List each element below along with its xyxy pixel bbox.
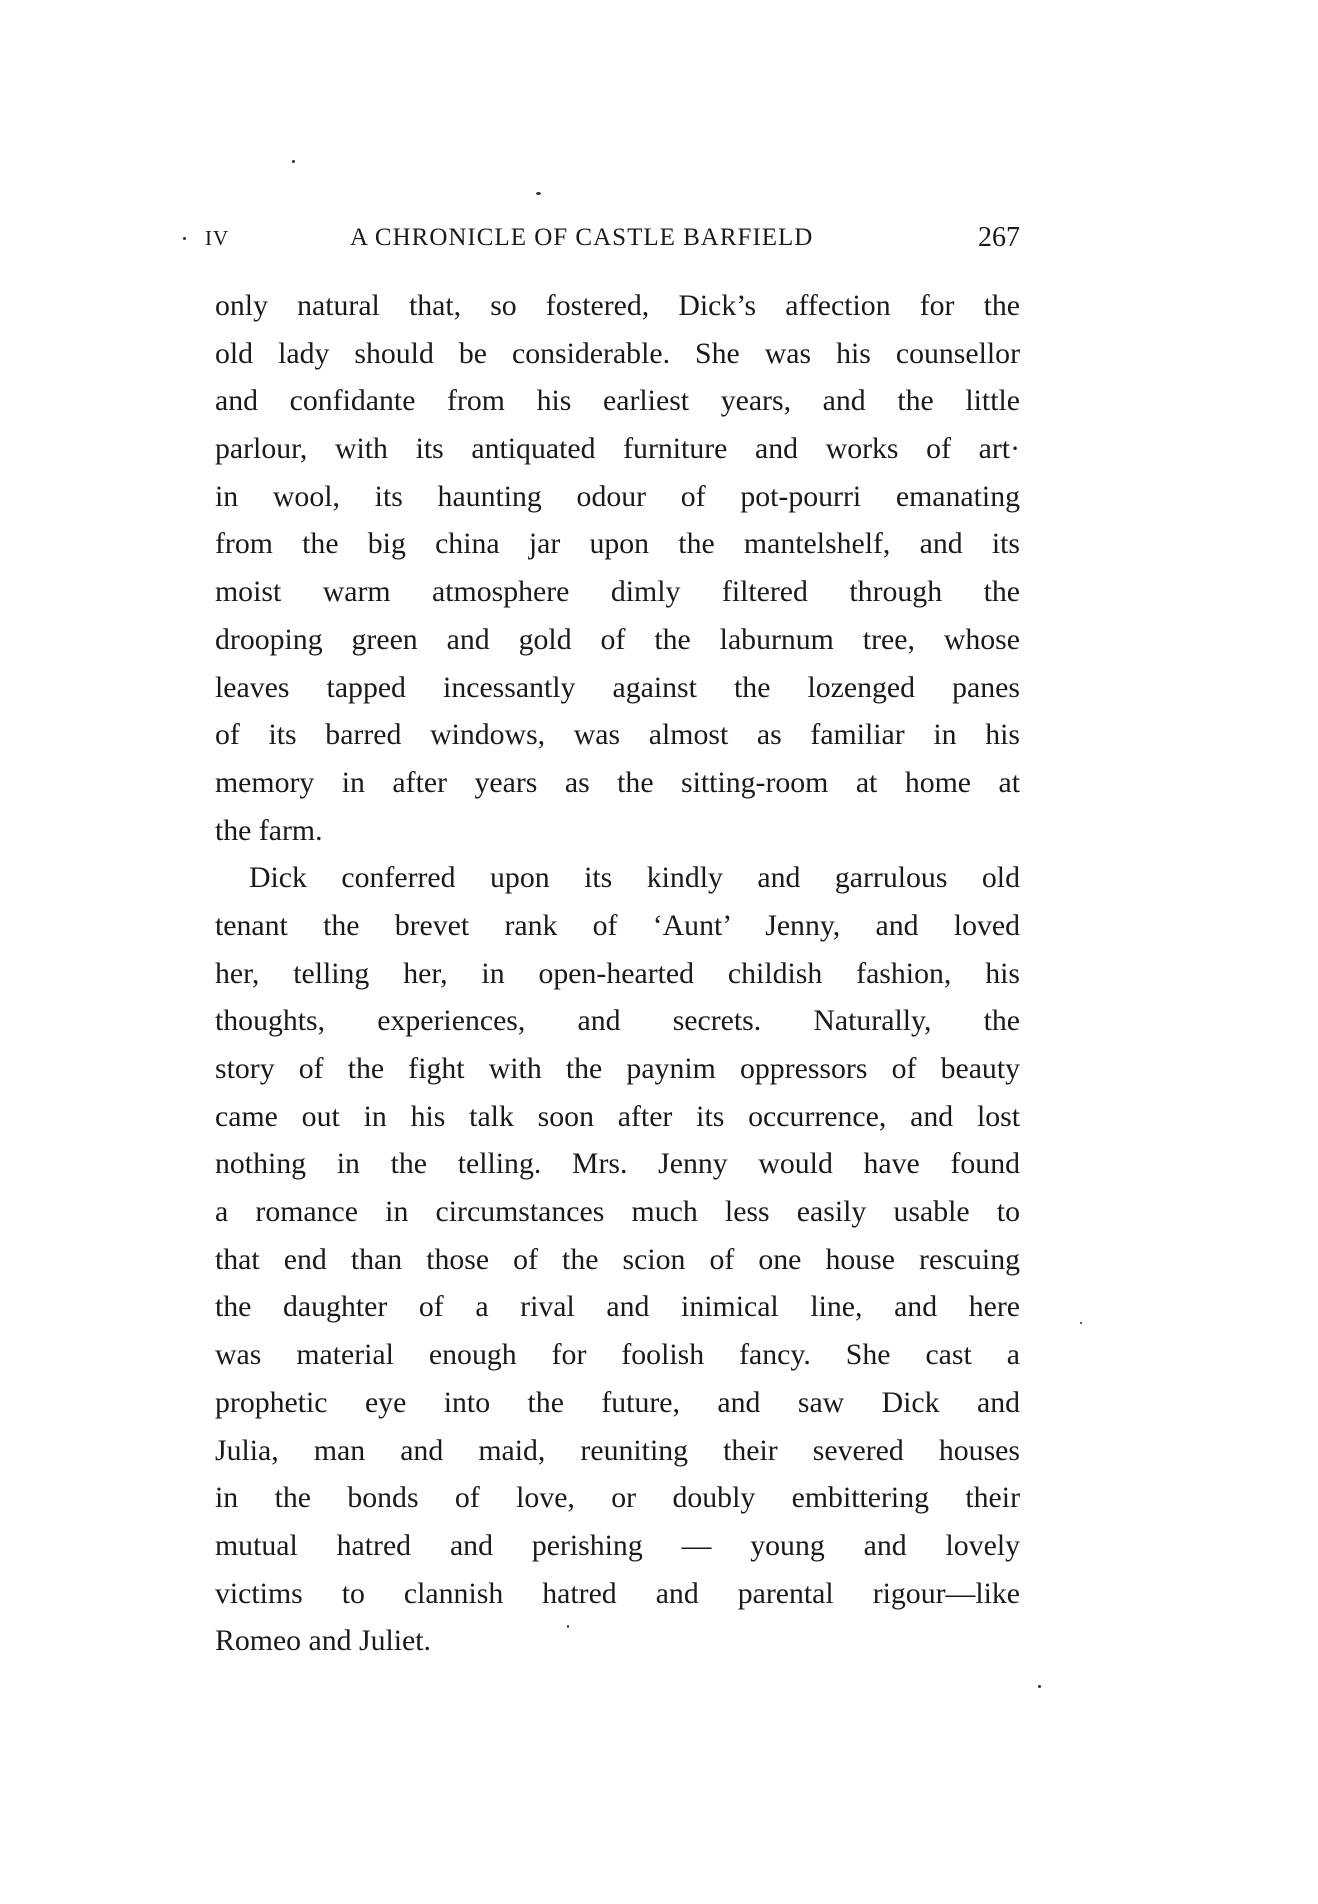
text-line: only natural that, so fostered, Dick’s affection for the: [215, 289, 1020, 322]
scan-speck: [1038, 1685, 1041, 1688]
text-line: in wool, its haunting odour of pot-pourri emanating: [215, 479, 1020, 513]
text-line: her, telling her, in open-hearted childish fashion, his: [215, 956, 1020, 990]
paragraph-1: [215, 282, 1020, 854]
chapter-number: IV: [205, 226, 230, 250]
text-line: a romance in circumstances much less easily usable to: [215, 1195, 1020, 1229]
text-line: mutual hatred and perishing — young and lovely: [215, 1528, 1020, 1562]
text-line: story of the fight with the paynim oppressors of beauty: [215, 1052, 1020, 1085]
text-line: was material enough for foolish fancy. She cast a: [215, 1338, 1020, 1372]
text-line: parlour, with its antiquated furniture and works of art·: [215, 432, 1020, 466]
text-line: Romeo and Juliet.: [215, 1624, 431, 1658]
text-line: Dick conferred upon its kindly and garrulous old: [249, 861, 1020, 895]
text-line: nothing in the telling. Mrs. Jenny would have found: [215, 1147, 1020, 1181]
text-line: tenant the brevet rank of ‘Aunt’ Jenny, and loved: [215, 908, 1020, 942]
text-line: the daughter of a rival and inimical line, and here: [215, 1290, 1020, 1324]
paragraph-2: [215, 854, 1020, 1665]
text-line: from the big china jar upon the mantelshelf, and its: [215, 527, 1020, 561]
text-line: in the bonds of love, or doubly embittering their: [215, 1481, 1020, 1515]
page-number: 267: [978, 222, 1020, 253]
scan-speck: [1080, 1322, 1082, 1324]
text-line: Julia, man and maid, reuniting their severed houses: [215, 1433, 1020, 1467]
text-line: memory in after years as the sitting-room at home at: [215, 765, 1020, 799]
scan-speck: [183, 237, 186, 240]
scan-speck: [536, 192, 541, 195]
text-line: of its barred windows, was almost as familiar in his: [215, 718, 1020, 752]
text-line: victims to clannish hatred and parental rigour—like: [215, 1576, 1020, 1610]
text-line: and confidante from his earliest years, and the little: [215, 384, 1020, 418]
running-head: [205, 218, 1020, 258]
text-line: old lady should be considerable. She was his counsellor: [215, 336, 1020, 370]
text-line: the farm.: [215, 813, 323, 847]
scan-speck: [292, 160, 295, 163]
scan-speck: [567, 1625, 569, 1628]
text-line: that end than those of the scion of one house rescuing: [215, 1242, 1020, 1276]
running-title: A CHRONICLE OF CASTLE BARFIELD: [350, 224, 814, 251]
body-text: [215, 282, 1020, 1665]
text-line: drooping green and gold of the laburnum tree, whose: [215, 622, 1020, 656]
text-line: came out in his talk soon after its occurrence, and lost: [215, 1099, 1020, 1133]
text-line: moist warm atmosphere dimly filtered through the: [215, 575, 1020, 609]
text-line: leaves tapped incessantly against the lozenged panes: [215, 670, 1020, 704]
text-line: prophetic eye into the future, and saw Dick and: [215, 1385, 1020, 1419]
text-line: thoughts, experiences, and secrets. Naturally, the: [215, 1004, 1020, 1038]
